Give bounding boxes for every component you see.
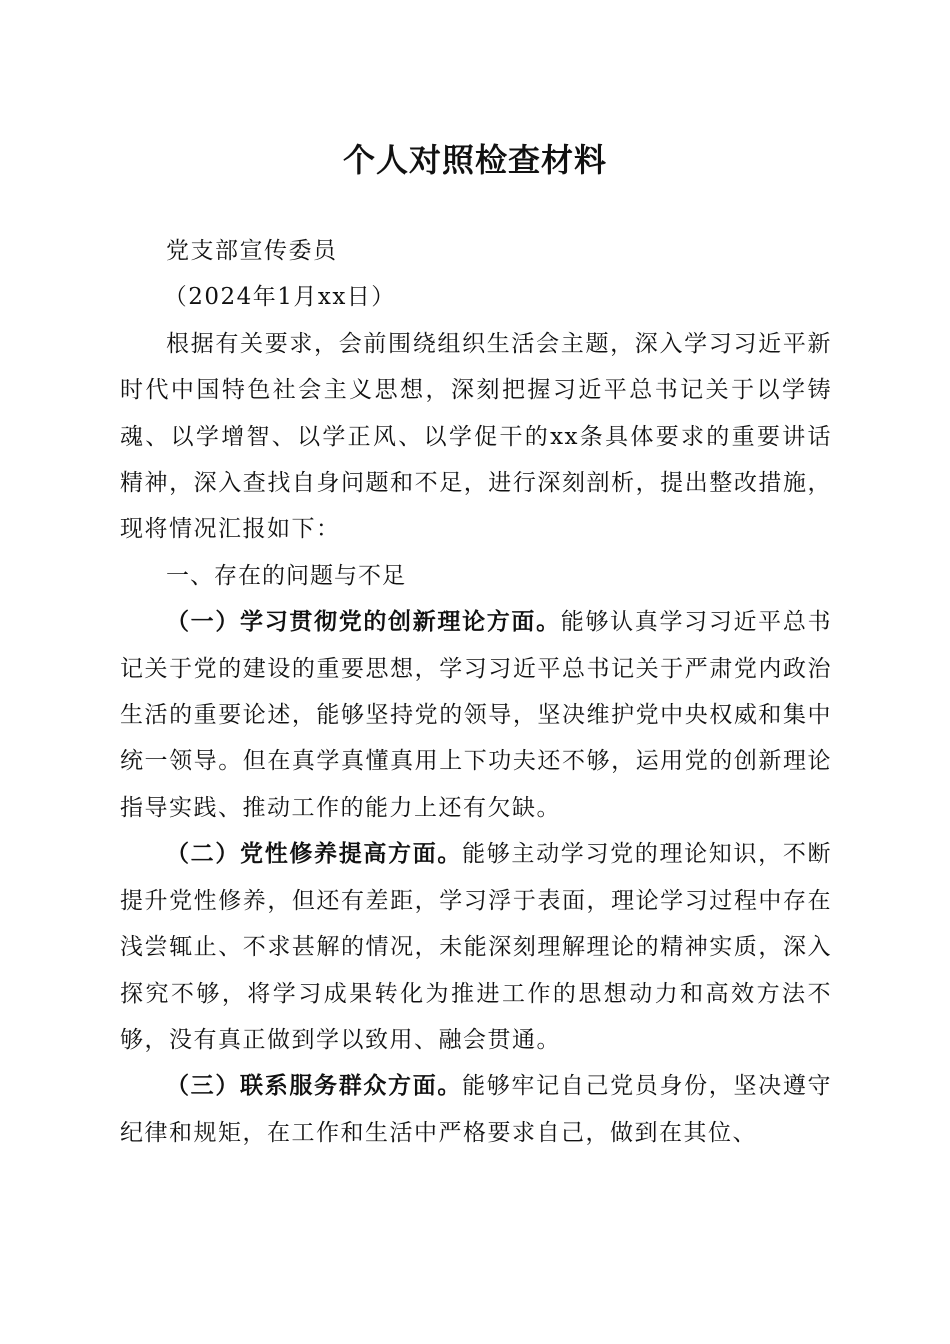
- item-heading-1: （一）学习贯彻党的创新理论方面。: [166, 608, 561, 636]
- item-paragraph-3: [120, 1063, 832, 1156]
- item-paragraph-2: [120, 831, 832, 1063]
- item-heading-2: （二）党性修养提高方面。: [166, 840, 463, 868]
- document-title: 个人对照检查材料: [342, 141, 607, 179]
- item-text-1: 能够认真学习习近平总书记关于党的建设的重要思想，学习习近平总书记关于严肃党内政治生活的重要论述，能够坚持党的领导，坚决维护党中央权威和集中统一领导。但在真学真懂真用上下功夫还不够，运用党的创新理论指导实践、推动工作的能力上还有欠缺。: [120, 609, 833, 821]
- section-heading-1: 一、存在的问题与不足: [166, 562, 406, 589]
- document-body: [120, 228, 832, 1156]
- author-line: 党支部宣传委员: [166, 238, 338, 264]
- intro-paragraph: 根据有关要求，会前围绕组织生活会主题，深入学习习近平新时代中国特色社会主义思想，深刻把握习近平总书记关于以学铸魂、以学增智、以学正风、以学促干的xx条具体要求的重要讲话精神，深入查找自身问题和不足，进行深刻剖析，提出整改措施，现将情况汇报如下：: [120, 330, 832, 543]
- item-paragraph-1: [120, 599, 832, 831]
- item-heading-3: （三）联系服务群众方面。: [166, 1072, 463, 1100]
- date-line: （2024年1月xx日）: [163, 284, 396, 311]
- item-text-2: 能够主动学习党的理论知识，不断提升党性修养，但还有差距，学习浮于表面，理论学习过程中存在浅尝辄止、不求甚解的情况，未能深刻理解理论的精神实质，深入探究不够，将学习成果转化为推进工作的思想动力和高效方法不够，没有真正做到学以致用、融会贯通。: [120, 841, 833, 1053]
- item-text-3: 能够牢记自己党员身份，坚决遵守纪律和规矩，在工作和生活中严格要求自己，做到在其位、: [120, 1073, 833, 1146]
